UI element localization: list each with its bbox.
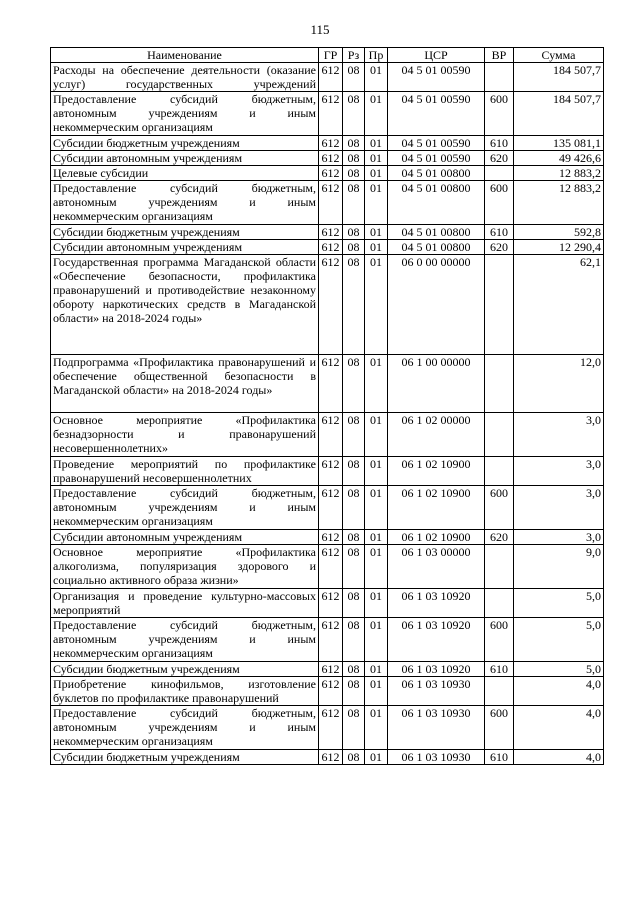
row-csr: 04 5 01 00800 <box>388 240 485 255</box>
table-row <box>51 530 604 545</box>
row-sum: 592,8 <box>514 225 604 240</box>
table-row <box>51 589 604 618</box>
row-gr: 612 <box>319 355 343 413</box>
table-row <box>51 677 604 706</box>
row-vr <box>485 355 514 413</box>
row-csr: 06 1 02 10900 <box>388 530 485 545</box>
row-gr: 612 <box>319 677 343 706</box>
row-sum: 4,0 <box>514 706 604 750</box>
row-name: Субсидии автономным учреждениям <box>51 151 319 166</box>
row-csr: 06 1 03 00000 <box>388 545 485 589</box>
row-sum: 184 507,7 <box>514 92 604 136</box>
row-name: Государственная программа Магаданской области «Обеспечение безопасности, профилактика правонарушений и противодействие незаконному обороту наркотических средств в Магаданской области» на 2018-2024 годы» <box>51 255 319 355</box>
table-row <box>51 545 604 589</box>
row-csr: 06 1 03 10930 <box>388 750 485 765</box>
row-pr: 01 <box>365 457 388 486</box>
row-vr: 620 <box>485 530 514 545</box>
table-row <box>51 181 604 225</box>
row-sum: 3,0 <box>514 413 604 457</box>
row-name: Целевые субсидии <box>51 166 319 181</box>
row-csr: 04 5 01 00590 <box>388 63 485 92</box>
row-vr <box>485 589 514 618</box>
row-name: Основное мероприятие «Профилактика безнадзорности и правонарушений несовершеннолетних» <box>51 413 319 457</box>
table-row <box>51 225 604 240</box>
table-row <box>51 706 604 750</box>
row-gr: 612 <box>319 486 343 530</box>
row-rz: 08 <box>343 706 365 750</box>
row-sum: 49 426,6 <box>514 151 604 166</box>
row-name: Субсидии автономным учреждениям <box>51 240 319 255</box>
row-vr <box>485 545 514 589</box>
row-gr: 612 <box>319 166 343 181</box>
row-rz: 08 <box>343 413 365 457</box>
table-row <box>51 240 604 255</box>
row-name: Субсидии бюджетным учреждениям <box>51 750 319 765</box>
row-name: Приобретение кинофильмов, изготовление буклетов по профилактике правонарушений <box>51 677 319 706</box>
row-vr: 620 <box>485 151 514 166</box>
header-sum: Сумма <box>514 48 604 63</box>
row-rz: 08 <box>343 166 365 181</box>
row-rz: 08 <box>343 545 365 589</box>
row-gr: 612 <box>319 545 343 589</box>
row-pr: 01 <box>365 136 388 151</box>
row-csr: 06 1 03 10930 <box>388 677 485 706</box>
row-pr: 01 <box>365 530 388 545</box>
row-rz: 08 <box>343 240 365 255</box>
row-gr: 612 <box>319 63 343 92</box>
row-pr: 01 <box>365 63 388 92</box>
row-sum: 9,0 <box>514 545 604 589</box>
header-rz: Рз <box>343 48 365 63</box>
row-vr: 600 <box>485 486 514 530</box>
row-rz: 08 <box>343 255 365 355</box>
row-gr: 612 <box>319 589 343 618</box>
budget-table <box>50 47 604 765</box>
row-rz: 08 <box>343 530 365 545</box>
header-vr: ВР <box>485 48 514 63</box>
row-csr: 06 1 00 00000 <box>388 355 485 413</box>
table-row <box>51 166 604 181</box>
row-sum: 3,0 <box>514 486 604 530</box>
row-vr: 600 <box>485 181 514 225</box>
row-csr: 06 1 02 10900 <box>388 457 485 486</box>
table-row <box>51 92 604 136</box>
row-name: Предоставление субсидий бюджетным, автономным учреждениям и иным некоммерческим организациям <box>51 618 319 662</box>
row-pr: 01 <box>365 225 388 240</box>
row-name: Субсидии бюджетным учреждениям <box>51 136 319 151</box>
row-name: Предоставление субсидий бюджетным, автономным учреждениям и иным некоммерческим организациям <box>51 181 319 225</box>
row-pr: 01 <box>365 750 388 765</box>
row-csr: 04 5 01 00590 <box>388 151 485 166</box>
row-vr <box>485 413 514 457</box>
row-vr <box>485 166 514 181</box>
table-row <box>51 457 604 486</box>
row-rz: 08 <box>343 486 365 530</box>
row-vr: 610 <box>485 225 514 240</box>
row-pr: 01 <box>365 545 388 589</box>
row-csr: 04 5 01 00590 <box>388 136 485 151</box>
row-pr: 01 <box>365 181 388 225</box>
row-rz: 08 <box>343 662 365 677</box>
row-name: Субсидии автономным учреждениям <box>51 530 319 545</box>
row-sum: 12 883,2 <box>514 166 604 181</box>
row-csr: 04 5 01 00800 <box>388 181 485 225</box>
row-sum: 3,0 <box>514 530 604 545</box>
table-row <box>51 486 604 530</box>
row-pr: 01 <box>365 662 388 677</box>
row-pr: 01 <box>365 589 388 618</box>
row-sum: 12 883,2 <box>514 181 604 225</box>
row-vr <box>485 457 514 486</box>
row-sum: 3,0 <box>514 457 604 486</box>
row-rz: 08 <box>343 457 365 486</box>
row-name: Субсидии бюджетным учреждениям <box>51 662 319 677</box>
row-name: Предоставление субсидий бюджетным, автономным учреждениям и иным некоммерческим организациям <box>51 486 319 530</box>
row-vr: 610 <box>485 662 514 677</box>
row-pr: 01 <box>365 92 388 136</box>
row-csr: 04 5 01 00800 <box>388 225 485 240</box>
row-rz: 08 <box>343 92 365 136</box>
row-rz: 08 <box>343 63 365 92</box>
row-rz: 08 <box>343 750 365 765</box>
row-csr: 06 0 00 00000 <box>388 255 485 355</box>
row-pr: 01 <box>365 618 388 662</box>
row-vr <box>485 677 514 706</box>
row-gr: 612 <box>319 706 343 750</box>
table-row <box>51 63 604 92</box>
row-sum: 184 507,7 <box>514 63 604 92</box>
row-name: Основное мероприятие «Профилактика алкоголизма, популяризация здорового и социально активного образа жизни» <box>51 545 319 589</box>
row-pr: 01 <box>365 706 388 750</box>
row-gr: 612 <box>319 92 343 136</box>
row-vr: 610 <box>485 136 514 151</box>
row-csr: 06 1 02 10900 <box>388 486 485 530</box>
row-gr: 612 <box>319 151 343 166</box>
row-pr: 01 <box>365 486 388 530</box>
table-row <box>51 136 604 151</box>
row-name: Организация и проведение культурно-массовых мероприятий <box>51 589 319 618</box>
table-row <box>51 255 604 355</box>
row-gr: 612 <box>319 240 343 255</box>
row-sum: 5,0 <box>514 618 604 662</box>
row-sum: 5,0 <box>514 662 604 677</box>
row-gr: 612 <box>319 181 343 225</box>
row-sum: 12 290,4 <box>514 240 604 255</box>
row-rz: 08 <box>343 151 365 166</box>
row-gr: 612 <box>319 136 343 151</box>
page-number: 115 <box>310 22 330 37</box>
row-vr: 600 <box>485 92 514 136</box>
header-pr: Пр <box>365 48 388 63</box>
row-rz: 08 <box>343 589 365 618</box>
row-gr: 612 <box>319 662 343 677</box>
row-sum: 62,1 <box>514 255 604 355</box>
row-gr: 612 <box>319 225 343 240</box>
table-row <box>51 662 604 677</box>
row-gr: 612 <box>319 413 343 457</box>
row-name: Субсидии бюджетным учреждениям <box>51 225 319 240</box>
row-gr: 612 <box>319 457 343 486</box>
row-sum: 135 081,1 <box>514 136 604 151</box>
row-rz: 08 <box>343 181 365 225</box>
row-pr: 01 <box>365 240 388 255</box>
table-row <box>51 618 604 662</box>
row-rz: 08 <box>343 677 365 706</box>
row-sum: 5,0 <box>514 589 604 618</box>
row-csr: 04 5 01 00800 <box>388 166 485 181</box>
row-pr: 01 <box>365 151 388 166</box>
table-row <box>51 355 604 413</box>
row-name: Подпрограмма «Профилактика правонарушений и обеспечение общественной безопасности в Магаданской области» на 2018-2024 годы» <box>51 355 319 413</box>
header-gr: ГР <box>319 48 343 63</box>
row-pr: 01 <box>365 677 388 706</box>
row-pr: 01 <box>365 166 388 181</box>
row-name: Расходы на обеспечение деятельности (оказание услуг) государственных учреждений <box>51 63 319 92</box>
row-csr: 06 1 03 10920 <box>388 662 485 677</box>
row-rz: 08 <box>343 225 365 240</box>
row-vr: 600 <box>485 706 514 750</box>
row-pr: 01 <box>365 255 388 355</box>
row-vr: 610 <box>485 750 514 765</box>
row-csr: 06 1 03 10920 <box>388 618 485 662</box>
row-sum: 12,0 <box>514 355 604 413</box>
row-gr: 612 <box>319 530 343 545</box>
row-rz: 08 <box>343 355 365 413</box>
table-row <box>51 151 604 166</box>
row-csr: 06 1 02 00000 <box>388 413 485 457</box>
row-pr: 01 <box>365 355 388 413</box>
row-vr <box>485 63 514 92</box>
row-rz: 08 <box>343 618 365 662</box>
row-name: Предоставление субсидий бюджетным, автономным учреждениям и иным некоммерческим организациям <box>51 706 319 750</box>
header-name: Наименование <box>51 48 319 63</box>
row-csr: 06 1 03 10920 <box>388 589 485 618</box>
row-pr: 01 <box>365 413 388 457</box>
header-csr: ЦСР <box>388 48 485 63</box>
table-header-row <box>51 48 604 63</box>
row-vr: 620 <box>485 240 514 255</box>
table-row <box>51 750 604 765</box>
row-gr: 612 <box>319 618 343 662</box>
row-gr: 612 <box>319 750 343 765</box>
row-vr: 600 <box>485 618 514 662</box>
row-vr <box>485 255 514 355</box>
table-row <box>51 413 604 457</box>
row-csr: 04 5 01 00590 <box>388 92 485 136</box>
row-sum: 4,0 <box>514 677 604 706</box>
row-sum: 4,0 <box>514 750 604 765</box>
row-name: Проведение мероприятий по профилактике правонарушений несовершеннолетних <box>51 457 319 486</box>
row-gr: 612 <box>319 255 343 355</box>
row-csr: 06 1 03 10930 <box>388 706 485 750</box>
row-name: Предоставление субсидий бюджетным, автономным учреждениям и иным некоммерческим организациям <box>51 92 319 136</box>
row-rz: 08 <box>343 136 365 151</box>
